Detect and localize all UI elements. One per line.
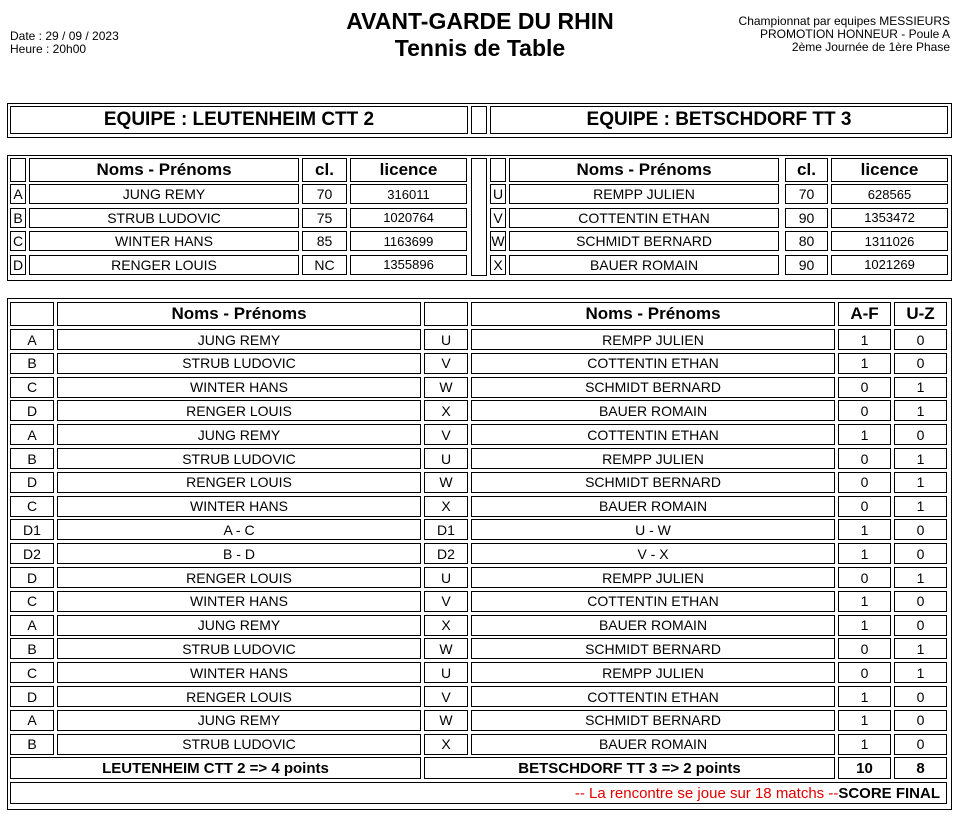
roster-right-header-licence: licence bbox=[831, 158, 948, 182]
match-left-player: STRUB LUDOVIC bbox=[57, 448, 421, 469]
match-score-right: 0 bbox=[894, 686, 947, 707]
match-header-left-name: Noms - Prénoms bbox=[57, 302, 421, 326]
sport-subtitle: Tennis de Table bbox=[394, 35, 566, 61]
match-header-blank-right bbox=[424, 302, 468, 326]
roster-right-header-name: Noms - Prénoms bbox=[509, 158, 779, 182]
match-left-player: A - C bbox=[57, 519, 421, 540]
match-header-blank-left bbox=[10, 302, 54, 326]
roster-left-header-name: Noms - Prénoms bbox=[29, 158, 299, 182]
roster-left-licence: 1163699 bbox=[350, 231, 467, 251]
match-right-player: BAUER ROMAIN bbox=[471, 400, 835, 421]
match-right-letter: D2 bbox=[424, 543, 468, 564]
roster-right-licence: 1311026 bbox=[831, 231, 948, 251]
match-right-player: COTTENTIN ETHAN bbox=[471, 591, 835, 612]
match-score-right: 0 bbox=[894, 519, 947, 540]
match-score-left: 1 bbox=[838, 710, 891, 731]
roster-right-licence: 628565 bbox=[831, 184, 948, 204]
match-score-left: 0 bbox=[838, 662, 891, 683]
match-left-player: RENGER LOUIS bbox=[57, 686, 421, 707]
match-left-player: B - D bbox=[57, 543, 421, 564]
match-left-player: WINTER HANS bbox=[57, 591, 421, 612]
roster-right-letter: W bbox=[491, 233, 505, 249]
match-score-left: 0 bbox=[838, 377, 891, 398]
match-left-letter: A bbox=[10, 615, 54, 636]
team-right: EQUIPE : BETSCHDORF TT 3 bbox=[490, 106, 948, 134]
total-left-team: LEUTENHEIM CTT 2 => 4 points bbox=[10, 757, 421, 779]
match-right-letter: X bbox=[424, 496, 468, 517]
roster-right-header-blank bbox=[490, 158, 506, 182]
roster-left-letter: D bbox=[10, 255, 26, 275]
roster-left-licence: 1355896 bbox=[350, 255, 467, 275]
match-score-left: 1 bbox=[838, 424, 891, 445]
match-right-player: COTTENTIN ETHAN bbox=[471, 424, 835, 445]
club-title: AVANT-GARDE DU RHIN bbox=[346, 8, 614, 34]
competition-info bbox=[739, 15, 950, 54]
roster-left-cl: NC bbox=[302, 255, 347, 275]
match-right-player: BAUER ROMAIN bbox=[471, 734, 835, 755]
match-right-player: REMPP JULIEN bbox=[471, 567, 835, 588]
match-right-letter: W bbox=[424, 710, 468, 731]
match-score-right: 1 bbox=[894, 638, 947, 659]
match-right-letter: V bbox=[424, 353, 468, 374]
match-left-letter: A bbox=[10, 710, 54, 731]
match-left-player: RENGER LOUIS bbox=[57, 472, 421, 493]
match-time: Heure : 20h00 bbox=[10, 42, 87, 56]
match-right-letter: W bbox=[424, 472, 468, 493]
match-score-left: 1 bbox=[838, 591, 891, 612]
roster-left-header-licence: licence bbox=[350, 158, 467, 182]
match-score-left: 0 bbox=[838, 400, 891, 421]
match-score-left: 1 bbox=[838, 615, 891, 636]
match-right-player: SCHMIDT BERNARD bbox=[471, 710, 835, 731]
match-left-letter: D bbox=[10, 567, 54, 588]
match-left-letter: A bbox=[10, 329, 54, 350]
match-right-player: REMPP JULIEN bbox=[471, 662, 835, 683]
roster-right-name: COTTENTIN ETHAN bbox=[509, 208, 779, 228]
match-right-player: U - W bbox=[471, 519, 835, 540]
roster-right-cl: 90 bbox=[785, 208, 828, 228]
roster-right-cl: 80 bbox=[785, 231, 828, 251]
match-score-left: 0 bbox=[838, 496, 891, 517]
match-left-letter: D1 bbox=[10, 519, 54, 540]
total-score-right: 8 bbox=[894, 757, 947, 779]
match-left-letter: C bbox=[10, 377, 54, 398]
match-date: Date : 29 / 09 / 2023 bbox=[10, 29, 119, 43]
match-score-right: 0 bbox=[894, 615, 947, 636]
team-left: EQUIPE : LEUTENHEIM CTT 2 bbox=[10, 106, 468, 134]
match-score-right: 0 bbox=[894, 591, 947, 612]
day-label: 2ème Journée de 1ère Phase bbox=[791, 40, 950, 54]
match-score-right: 1 bbox=[894, 567, 947, 588]
roster-left-cl: 70 bbox=[302, 184, 347, 204]
roster-left-licence: 316011 bbox=[350, 184, 467, 204]
roster-left-cl: 85 bbox=[302, 231, 347, 251]
roster-right-name: BAUER ROMAIN bbox=[509, 255, 779, 275]
roster-right-cl: 90 bbox=[785, 255, 828, 275]
match-score-right: 1 bbox=[894, 377, 947, 398]
match-score-left: 1 bbox=[838, 686, 891, 707]
match-left-player: WINTER HANS bbox=[57, 496, 421, 517]
match-score-left: 0 bbox=[838, 567, 891, 588]
match-score-right: 0 bbox=[894, 329, 947, 350]
roster-left-name: WINTER HANS bbox=[29, 231, 299, 251]
match-left-player: STRUB LUDOVIC bbox=[57, 638, 421, 659]
match-score-right: 0 bbox=[894, 353, 947, 374]
championship-label: Championnat par equipes MESSIEURS bbox=[738, 14, 950, 28]
match-right-letter: U bbox=[424, 567, 468, 588]
roster-left-letter: C bbox=[10, 231, 26, 251]
match-right-player: BAUER ROMAIN bbox=[471, 615, 835, 636]
team-separator bbox=[471, 106, 487, 134]
match-header-right-name: Noms - Prénoms bbox=[471, 302, 835, 326]
match-left-player: STRUB LUDOVIC bbox=[57, 734, 421, 755]
match-score-left: 0 bbox=[838, 448, 891, 469]
match-header-score-left: A-F bbox=[838, 302, 891, 326]
roster-right-name: SCHMIDT BERNARD bbox=[509, 231, 779, 251]
match-left-letter: B bbox=[10, 353, 54, 374]
match-header-score-right: U-Z bbox=[894, 302, 947, 326]
match-right-player: V - X bbox=[471, 543, 835, 564]
match-left-letter: B bbox=[10, 734, 54, 755]
match-score-left: 1 bbox=[838, 329, 891, 350]
match-left-player: JUNG REMY bbox=[57, 424, 421, 445]
match-right-letter: X bbox=[424, 734, 468, 755]
roster-left-name: STRUB LUDOVIC bbox=[29, 208, 299, 228]
roster-left-letter: A bbox=[10, 184, 26, 204]
roster-left-name: RENGER LOUIS bbox=[29, 255, 299, 275]
match-right-letter: U bbox=[424, 329, 468, 350]
match-left-player: JUNG REMY bbox=[57, 329, 421, 350]
match-left-letter: D bbox=[10, 686, 54, 707]
roster-left-header-blank bbox=[10, 158, 26, 182]
match-score-left: 1 bbox=[838, 519, 891, 540]
match-score-right: 1 bbox=[894, 448, 947, 469]
match-right-letter: V bbox=[424, 591, 468, 612]
match-score-left: 1 bbox=[838, 353, 891, 374]
match-left-letter: D2 bbox=[10, 543, 54, 564]
match-left-letter: C bbox=[10, 591, 54, 612]
roster-separator bbox=[471, 158, 487, 276]
match-right-letter: W bbox=[424, 638, 468, 659]
match-score-right: 0 bbox=[894, 543, 947, 564]
match-left-letter: D bbox=[10, 400, 54, 421]
roster-left-licence: 1020764 bbox=[350, 208, 467, 228]
match-score-left: 1 bbox=[838, 734, 891, 755]
roster-right-licence: 1021269 bbox=[831, 255, 948, 275]
match-left-player: RENGER LOUIS bbox=[57, 400, 421, 421]
match-left-player: JUNG REMY bbox=[57, 615, 421, 636]
roster-left-header-cl: cl. bbox=[302, 158, 347, 182]
match-left-letter: C bbox=[10, 496, 54, 517]
match-score-right: 0 bbox=[894, 710, 947, 731]
match-right-letter: V bbox=[424, 686, 468, 707]
match-datetime bbox=[10, 30, 119, 56]
match-right-letter: X bbox=[424, 615, 468, 636]
match-left-letter: A bbox=[10, 424, 54, 445]
match-left-player: RENGER LOUIS bbox=[57, 567, 421, 588]
match-right-player: SCHMIDT BERNARD bbox=[471, 377, 835, 398]
roster-right-cl: 70 bbox=[785, 184, 828, 204]
roster-right-header-cl: cl. bbox=[785, 158, 828, 182]
roster-right-name: REMPP JULIEN bbox=[509, 184, 779, 204]
match-score-right: 1 bbox=[894, 662, 947, 683]
match-right-letter: V bbox=[424, 424, 468, 445]
total-right-team: BETSCHDORF TT 3 => 2 points bbox=[424, 757, 835, 779]
match-right-player: COTTENTIN ETHAN bbox=[471, 686, 835, 707]
match-score-right: 0 bbox=[894, 424, 947, 445]
match-score-left: 0 bbox=[838, 638, 891, 659]
matches-note: -- La rencontre se joue sur 18 matchs -- bbox=[574, 784, 839, 802]
roster-left-name: JUNG REMY bbox=[29, 184, 299, 204]
match-left-letter: D bbox=[10, 472, 54, 493]
match-right-letter: W bbox=[424, 377, 468, 398]
match-right-letter: U bbox=[424, 448, 468, 469]
match-left-letter: B bbox=[10, 638, 54, 659]
match-right-player: COTTENTIN ETHAN bbox=[471, 353, 835, 374]
match-left-letter: C bbox=[10, 662, 54, 683]
match-score-right: 1 bbox=[894, 400, 947, 421]
roster-right-licence: 1353472 bbox=[831, 208, 948, 228]
match-left-player: JUNG REMY bbox=[57, 710, 421, 731]
division-label: PROMOTION HONNEUR - Poule A bbox=[759, 27, 950, 41]
match-left-player: WINTER HANS bbox=[57, 662, 421, 683]
match-right-letter: X bbox=[424, 400, 468, 421]
score-final-bar bbox=[10, 782, 947, 804]
match-right-player: SCHMIDT BERNARD bbox=[471, 638, 835, 659]
match-right-letter: U bbox=[424, 662, 468, 683]
roster-right-letter: X bbox=[490, 255, 506, 275]
match-left-letter: B bbox=[10, 448, 54, 469]
match-score-left: 0 bbox=[838, 472, 891, 493]
match-right-player: BAUER ROMAIN bbox=[471, 496, 835, 517]
match-right-player: REMPP JULIEN bbox=[471, 329, 835, 350]
match-score-right: 1 bbox=[894, 472, 947, 493]
match-score-right: 1 bbox=[894, 496, 947, 517]
match-score-left: 1 bbox=[838, 543, 891, 564]
roster-right-letter: U bbox=[490, 184, 506, 204]
roster-left-cl: 75 bbox=[302, 208, 347, 228]
score-final-label: SCORE FINAL bbox=[838, 784, 940, 802]
roster-right-letter: V bbox=[490, 208, 506, 228]
total-score-left: 10 bbox=[838, 757, 891, 779]
roster-left-letter: B bbox=[10, 208, 26, 228]
match-right-letter: D1 bbox=[424, 519, 468, 540]
match-left-player: STRUB LUDOVIC bbox=[57, 353, 421, 374]
page-title bbox=[280, 8, 680, 62]
match-right-player: SCHMIDT BERNARD bbox=[471, 472, 835, 493]
match-score-right: 0 bbox=[894, 734, 947, 755]
match-left-player: WINTER HANS bbox=[57, 377, 421, 398]
match-right-player: REMPP JULIEN bbox=[471, 448, 835, 469]
